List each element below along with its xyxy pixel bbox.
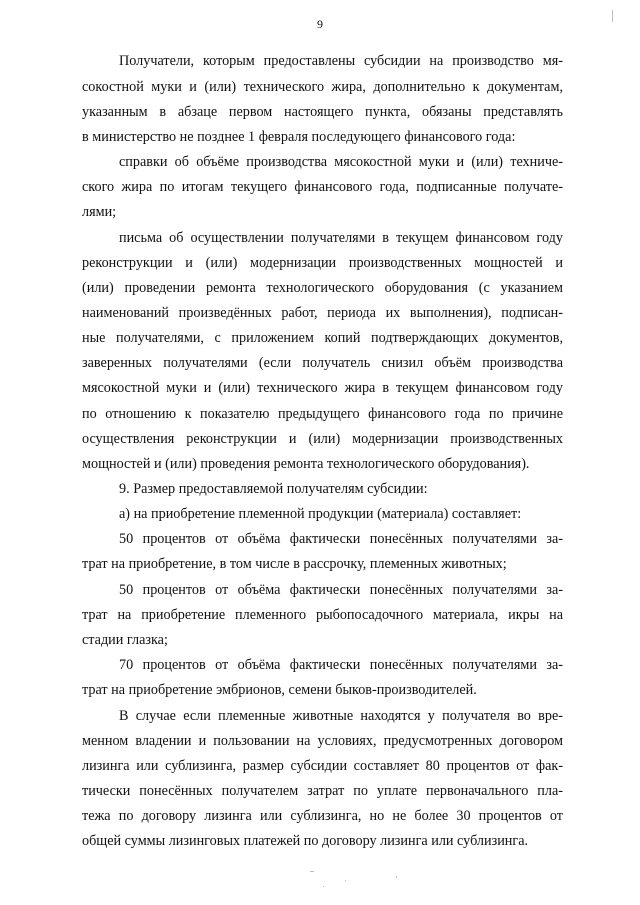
text-line: трат на приобретение племенного рыбопосадочного материала, икры на — [82, 607, 563, 623]
text-line: стадии глазка; — [82, 632, 168, 648]
text-line: Получатели, которым предоставлены субсидии на производство мя- — [119, 53, 563, 69]
text-line: лизинга или сублизинга, размер субсидии составляет 80 процентов от фак- — [82, 758, 563, 774]
text-line: по отношению к показателю предыдущего финансового года по причине — [82, 406, 563, 422]
text-line: в министерство не позднее 1 февраля последующего финансового года: — [82, 129, 516, 145]
text-line: общей суммы лизинговых платежей по договору лизинга или сублизинга. — [82, 833, 529, 849]
text-line: заверенных получателями (если получатель снизил объём производства — [82, 355, 563, 371]
page-number: 9 — [317, 17, 323, 31]
text-line: тежа по договору лизинга или сублизинга, но не более 30 процентов от — [82, 808, 563, 824]
text-line: менном владении и пользовании на условиях, предусмотренных договором — [82, 733, 563, 749]
scan-artifact — [323, 886, 324, 887]
text-line: трат на приобретение эмбрионов, семени быков-производителей. — [82, 682, 477, 698]
text-line: 50 процентов от объёма фактически понесённых получателями за- — [119, 582, 563, 598]
text-line: указанным в абзаце первом настоящего пункта, обязаны представлять — [82, 104, 563, 120]
section-heading: 9. Размер предоставляемой получателям субсидии: — [119, 481, 428, 497]
scan-artifact — [310, 871, 314, 872]
text-line: осуществления реконструкции и (или) модернизации производственных — [82, 431, 563, 447]
text-line: а) на приобретение племенной продукции (материала) составляет: — [119, 506, 522, 522]
text-line: мощностей и (или) проведения ремонта технологического оборудования). — [82, 456, 530, 472]
text-line: ского жира по итогам текущего финансового года, подписанные получате- — [82, 179, 563, 195]
scan-artifact — [396, 876, 397, 878]
text-line: мясокостной муки и (или) технического жира в текущем финансовом году — [82, 380, 563, 396]
text-line: 70 процентов от объёма фактически понесённых получателями за- — [119, 657, 563, 673]
text-line: письма об осуществлении получателями в текущем финансовом году — [119, 230, 563, 246]
text-line: ные получателями, с приложением копий подтверждающих документов, — [82, 330, 563, 346]
text-line: трат на приобретение, в том числе в рассрочку, племенных животных; — [82, 556, 507, 572]
text-line: сокостной муки и (или) технического жира, дополнительно к документам, — [82, 79, 563, 95]
text-line: (или) проведении ремонта технологического оборудования (с указанием — [82, 280, 563, 296]
text-line: реконструкции и (или) модернизации производственных мощностей и — [82, 255, 563, 271]
text-line: тически понесённых получателем затрат по уплате первоначального пла- — [82, 783, 563, 799]
scan-artifact — [612, 10, 613, 22]
text-line: наименований произведённых работ, периода их выполнения), подписан- — [82, 305, 563, 321]
text-line: лями; — [82, 204, 117, 220]
text-line: 50 процентов от объёма фактически понесённых получателями за- — [119, 531, 563, 547]
scan-artifact — [345, 880, 346, 881]
text-line: В случае если племенные животные находятся у получателя во вре- — [119, 708, 563, 724]
text-line: справки об объёме производства мясокостной муки и (или) техниче- — [119, 154, 563, 170]
